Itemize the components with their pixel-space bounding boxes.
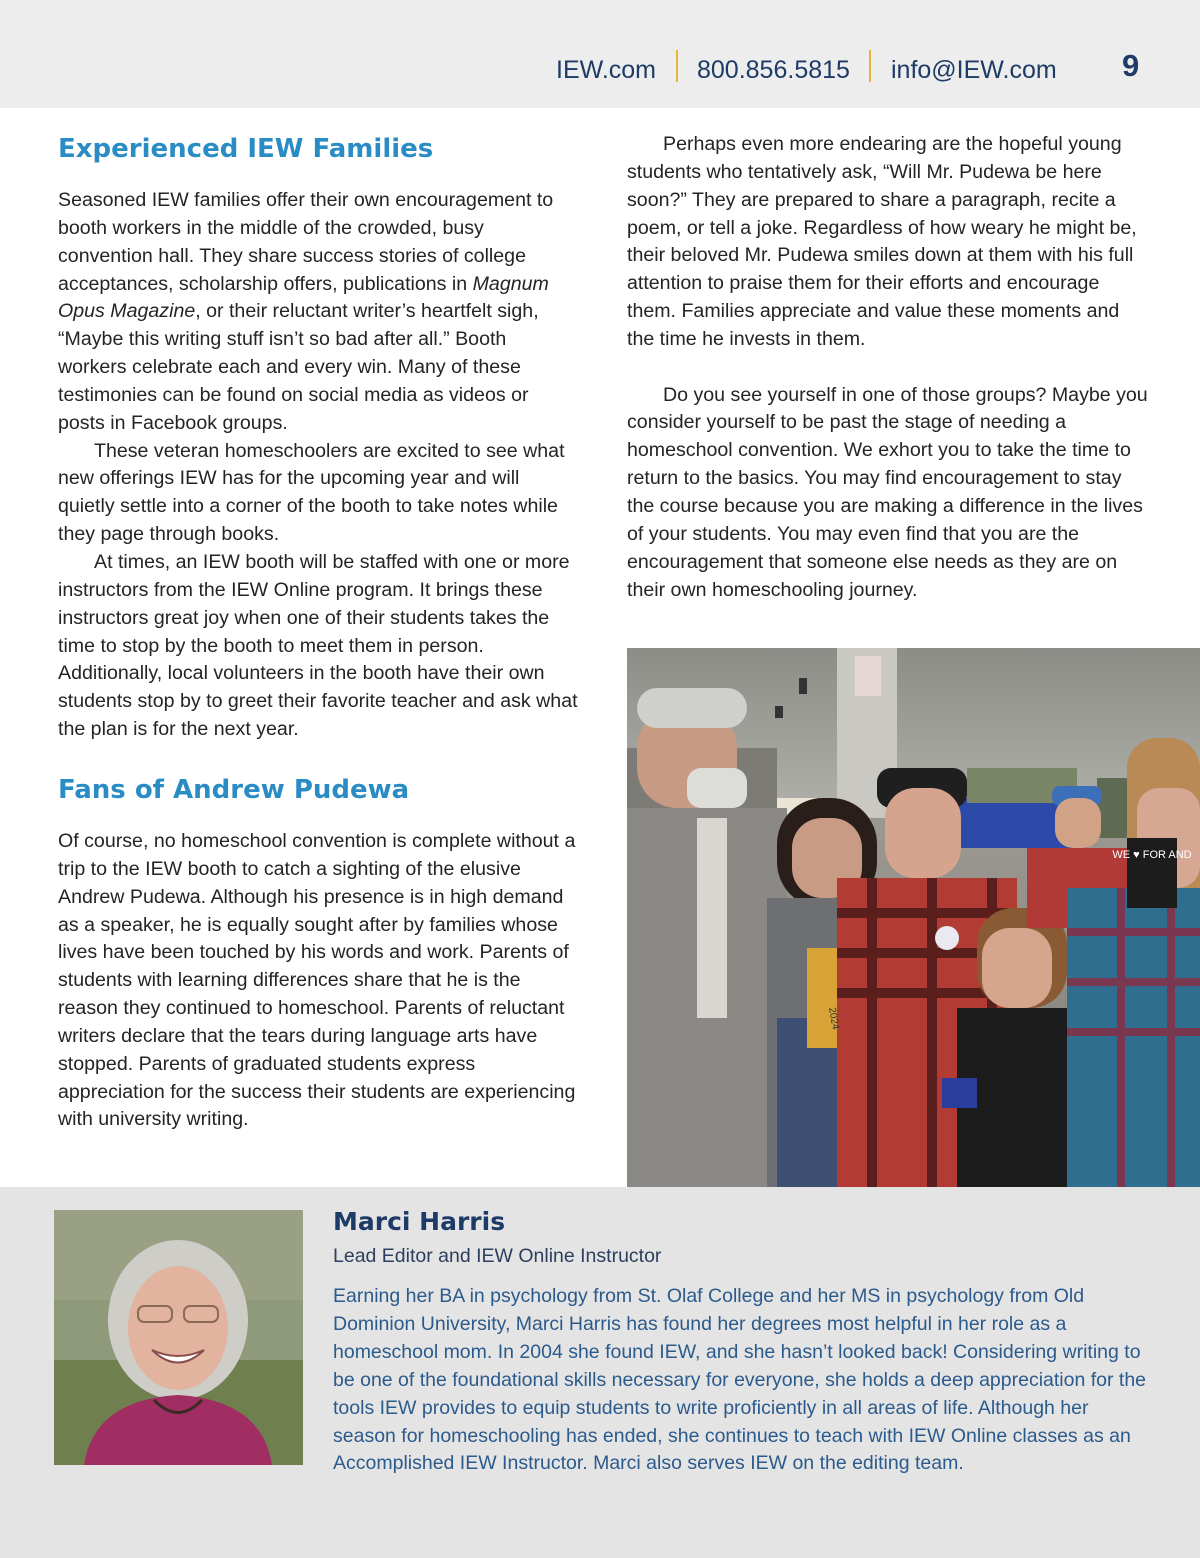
paragraph: Perhaps even more endearing are the hopeful young students who tentatively ask, “Will Mr. Pudewa be here soon?” They are prepared to share a paragraph, recite a poem, or tell a joke. Regardless of how weary he might be, their beloved Mr. Pudewa smiles down at them with his full attention to praise them for their efforts and encourage them. Families appreciate and value these moments and the time he invests in them. bbox=[627, 133, 1137, 350]
author-portrait bbox=[54, 1210, 303, 1465]
paragraph: Of course, no homeschool convention is complete without a trip to the IEW booth to catch a sighting of the elusive Andrew Pudewa. Although his presence is in high demand as a speaker, he is equally sought after by families whose lives have been touched by his words and work. Parents of students with learning differences share that he is the reason they continued to homeschool. Parents of reluctant writers declare that the tears during language arts have stopped. Parents of graduated students express appreciation for the success their students are experiencing with university writing. bbox=[58, 830, 576, 1131]
author-bio-text: Earning her BA in psychology from St. Olaf College and her MS in psychology from Old Dominion University, Marci Harris has found her degrees most helpful in her role as a homeschool mom. In 2004 she found IEW, and she hasn’t looked back! Considering writing to be one of the foundational skills necessary for everyone, she holds a deep appreciation for the tools IEW provides to equip students to write proficiently in all areas of life. Although her season for homeschooling has ended, she continues to teach with IEW Online classes as an Accomplished IEW Instructor. Marci also serves IEW on the editing team. bbox=[333, 1285, 1147, 1475]
paragraph: At times, an IEW booth will be staffed with one or more instructors from the IEW Online program. It brings these instructors great joy when one of their students takes the time to stop by the booth to meet them in person. Additionally, local volunteers in the booth have their own students stop by to greet their favorite teacher and ask what the plan is for the next year. bbox=[58, 550, 578, 741]
paragraph: These veteran homeschoolers are excited to see what new offerings IEW has for the upcoming year and will quietly settle into a corner of the booth to take notes while they page through books. bbox=[58, 439, 565, 546]
page-header bbox=[0, 0, 1200, 108]
header-separator bbox=[676, 50, 678, 82]
paragraph-text: Seasoned IEW families offer their own encouragement to booth workers in the middle of the crowded, busy convention hall. They share success stories of college acceptances, scholarship offers, publications in bbox=[58, 189, 554, 295]
section1-body bbox=[58, 187, 580, 744]
page-number: 9 bbox=[1122, 48, 1140, 83]
section2-body bbox=[58, 828, 580, 1134]
paragraph: Do you see yourself in one of those groups? Maybe you consider yourself to be past the stage of needing a homeschool convention. We exhort you to take the time to return to the basics. You may find encouragement to stay the course because you are making a difference in the lives of your students. You may even find that you are the encouragement that someone else needs as they are on their own homeschooling journey. bbox=[627, 383, 1148, 601]
author-role: Lead Editor and IEW Online Instructor bbox=[333, 1245, 662, 1267]
phone-number[interactable]: 800.856.5815 bbox=[697, 56, 850, 84]
website-link[interactable]: IEW.com bbox=[556, 56, 657, 84]
magazine-title: Magnum Opus Magazine bbox=[58, 272, 549, 323]
author-portrait-illustration bbox=[54, 1210, 303, 1465]
folder-label: 2024 bbox=[826, 1006, 841, 1031]
section-heading-fans-of-pudewa: Fans of Andrew Pudewa bbox=[58, 775, 410, 805]
paragraph-text: , or their reluctant writer’s heartfelt sigh, “Maybe this writing stuff isn’t so bad after all.” Booth workers celebrate each and every win. Many of these testimonies can be found on social media as videos or posts in Facebook groups. bbox=[58, 300, 539, 434]
paragraph bbox=[58, 187, 580, 438]
convention-photo bbox=[627, 648, 1200, 1187]
convention-scene-illustration bbox=[627, 648, 1200, 1187]
right-column-body bbox=[627, 131, 1149, 604]
sign-text: WE ♥ FOR AND bbox=[1112, 849, 1192, 861]
section-heading-experienced-families: Experienced IEW Families bbox=[58, 134, 434, 164]
email-link[interactable]: info@IEW.com bbox=[891, 56, 1057, 84]
header-separator bbox=[869, 50, 871, 82]
author-name: Marci Harris bbox=[333, 1207, 506, 1236]
